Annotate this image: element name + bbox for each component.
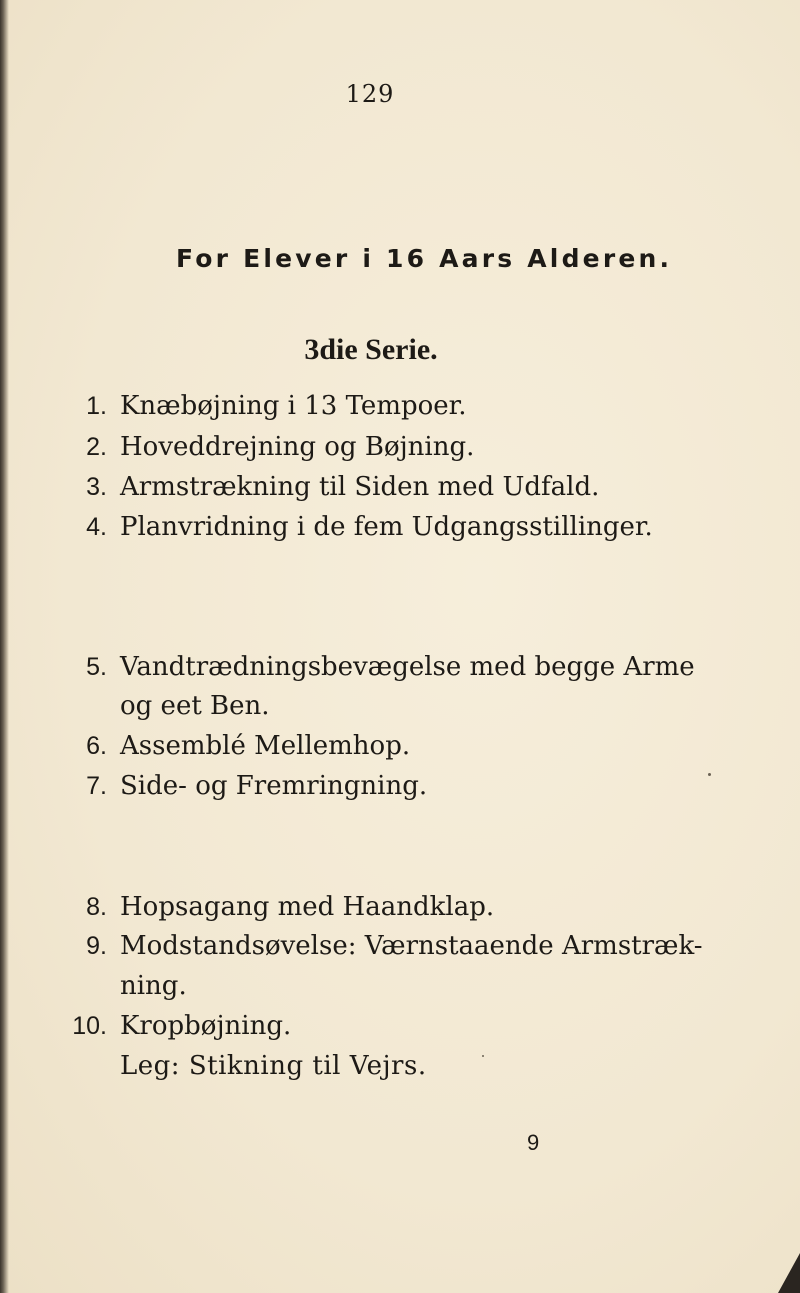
page-number: 129 [345, 80, 395, 108]
item-text: Assemblé Mellemhop. [120, 731, 411, 761]
item-number: 5. [86, 653, 107, 681]
item-text: Hoveddrejning og Bøjning. [120, 432, 475, 462]
item-text: Kropbøjning. [120, 1011, 292, 1041]
item-number: 2. [86, 433, 107, 461]
item-text: Side- og Fremringning. [120, 771, 428, 801]
signature-mark: 9 [527, 1130, 540, 1155]
item-text: Modstandsøvelse: Værnstaaende Armstræk- [120, 931, 703, 961]
final-line: Leg: Stikning til Vejrs. [120, 1051, 427, 1081]
item-text: Hopsagang med Haandklap. [120, 892, 495, 922]
print-speck [482, 1055, 484, 1057]
page-corner-mark [778, 1253, 800, 1293]
item-continuation: og eet Ben. [120, 691, 270, 721]
item-text: Vandtrædningsbevægelse med begge Arme [120, 652, 695, 682]
item-number: 8. [86, 893, 107, 921]
section-title: For Elever i 16 Aars Alderen. [176, 244, 673, 273]
item-continuation: ning. [120, 971, 187, 1001]
print-speck [708, 773, 711, 776]
item-number: 3. [86, 473, 107, 501]
item-number: 7. [86, 772, 107, 800]
item-number: 10. [72, 1012, 107, 1040]
item-text: Armstrækning til Siden med Udfald. [120, 472, 600, 502]
item-number: 4. [86, 513, 107, 541]
item-text: Knæbøjning i 13 Tempoer. [120, 391, 467, 421]
item-number: 1. [86, 392, 107, 420]
item-number: 6. [86, 732, 107, 760]
series-title: 3die Serie. [304, 333, 438, 366]
item-text: Planvridning i de fem Udgangsstillinger. [120, 512, 653, 542]
item-number: 9. [86, 932, 107, 960]
